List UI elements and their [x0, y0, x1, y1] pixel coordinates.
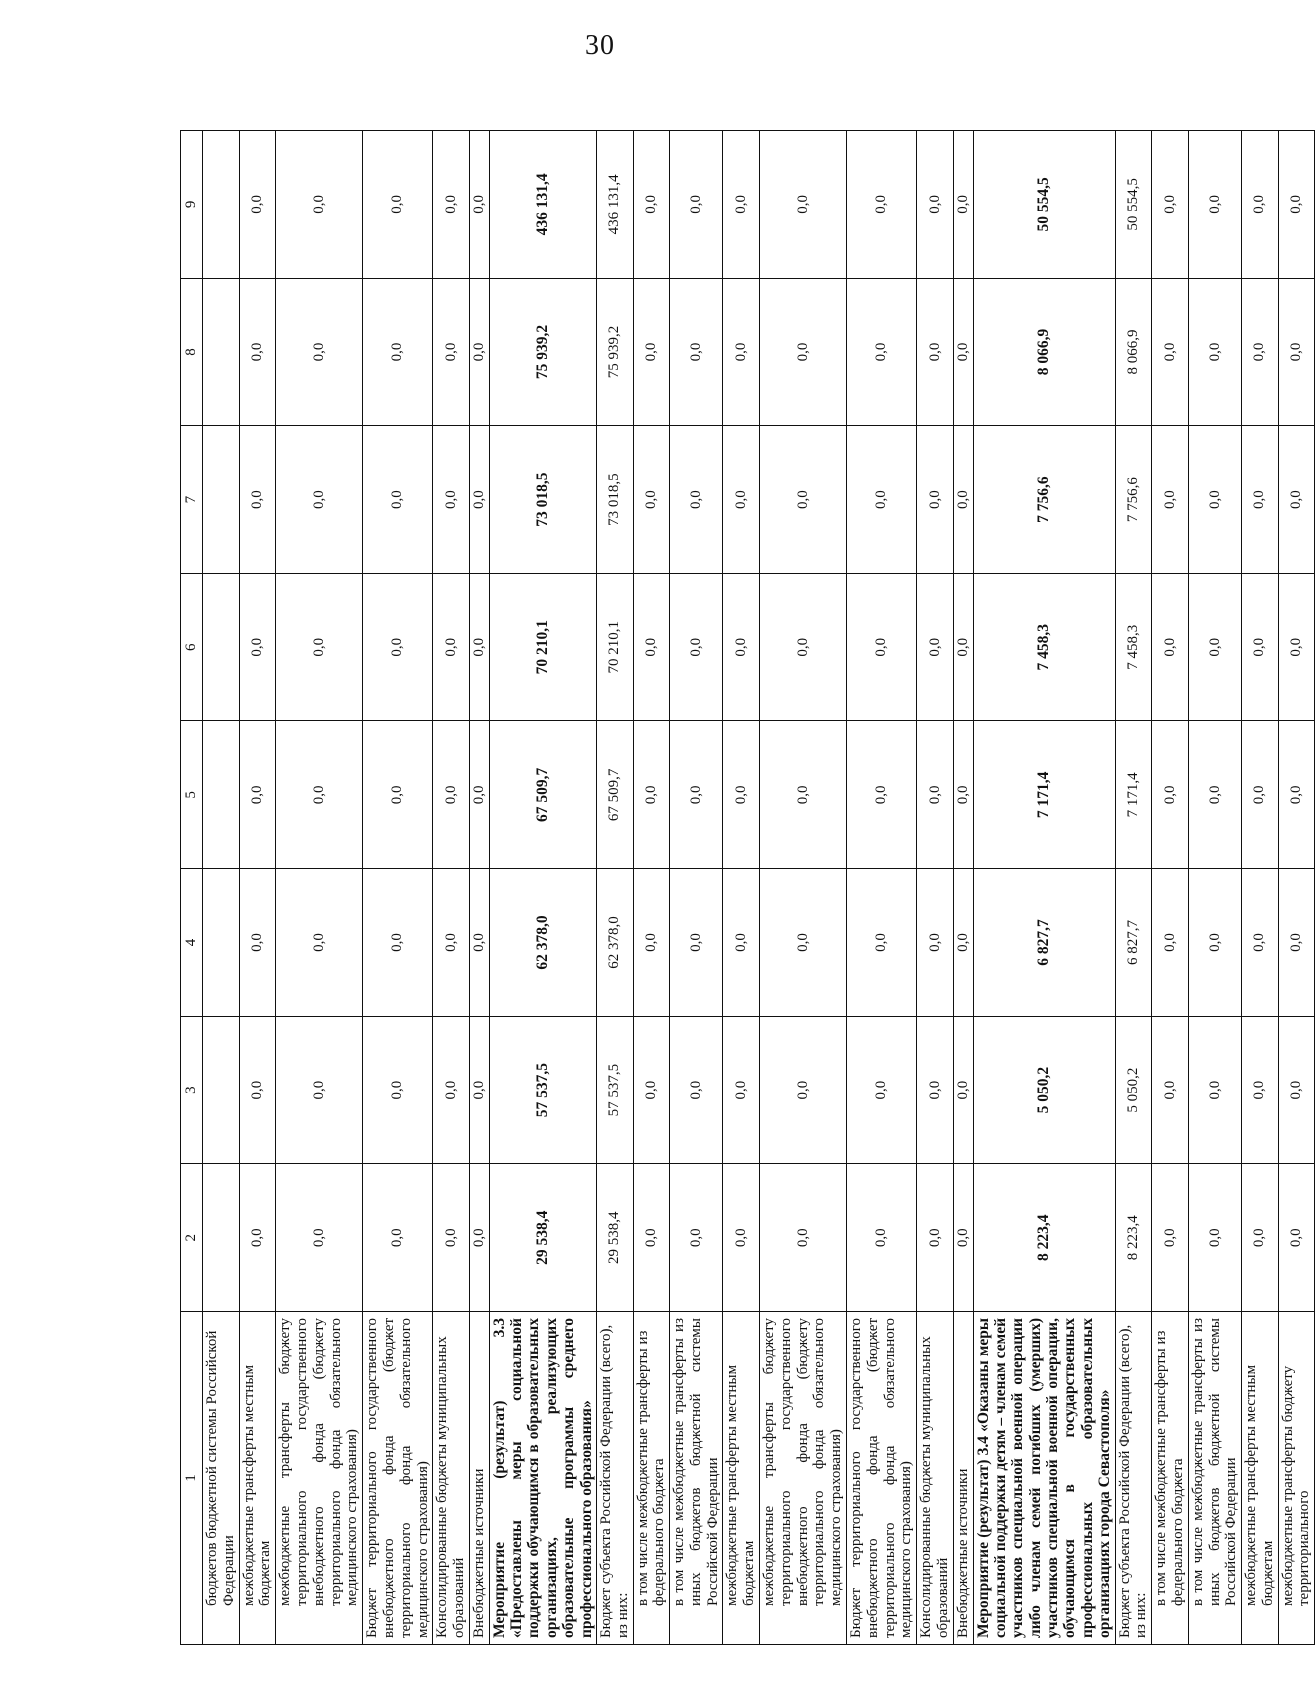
value-cell: 0,0	[363, 721, 433, 869]
value-cell: 0,0	[433, 721, 470, 869]
value-cell: 0,0	[276, 573, 363, 721]
row-name-cell: межбюджетные трансферты местным бюджетам	[1242, 1312, 1279, 1645]
value-cell: 73 018,5	[596, 426, 633, 574]
value-cell: 0,0	[433, 1164, 470, 1312]
value-cell: 7 458,3	[1115, 573, 1152, 721]
budget-table	[180, 130, 1315, 1645]
value-cell: 67 509,7	[489, 721, 596, 869]
value-cell: 5 050,2	[973, 1016, 1115, 1164]
value-cell: 0,0	[760, 573, 847, 721]
row-name-cell: в том числе межбюджетные трансферты из федерального бюджета	[1152, 1312, 1189, 1645]
value-cell: 8 223,4	[1115, 1164, 1152, 1312]
header-cell: 9	[181, 131, 203, 279]
header-cell: 8	[181, 278, 203, 426]
table-row	[847, 131, 917, 1645]
value-cell: 0,0	[847, 573, 917, 721]
row-name-cell: в том числе межбюджетные трансферты из федерального бюджета	[633, 1312, 670, 1645]
table-row	[203, 131, 240, 1645]
value-cell: 0,0	[847, 1164, 917, 1312]
value-cell: 0,0	[433, 573, 470, 721]
table-row	[276, 131, 363, 1645]
value-cell: 0,0	[953, 426, 973, 574]
value-cell: 50 554,5	[1115, 131, 1152, 279]
value-cell: 0,0	[917, 131, 954, 279]
value-cell: 0,0	[1152, 573, 1189, 721]
value-cell: 7 458,3	[973, 573, 1115, 721]
value-cell: 6 827,7	[973, 869, 1115, 1017]
row-name-cell: межбюджетные трансферты местным бюджетам	[723, 1312, 760, 1645]
header-row	[181, 131, 203, 1645]
table-row	[1152, 131, 1189, 1645]
value-cell: 0,0	[953, 278, 973, 426]
value-cell: 0,0	[239, 721, 276, 869]
value-cell: 436 131,4	[596, 131, 633, 279]
row-name-cell: Бюджет субъекта Российской Федерации (всего), из них:	[1115, 1312, 1152, 1645]
value-cell: 0,0	[1242, 278, 1279, 426]
value-cell: 0,0	[239, 426, 276, 574]
value-cell: 0,0	[670, 131, 723, 279]
value-cell: 0,0	[469, 131, 489, 279]
value-cell: 7 171,4	[1115, 721, 1152, 869]
value-cell: 0,0	[1152, 721, 1189, 869]
value-cell: 0,0	[847, 1016, 917, 1164]
value-cell: 0,0	[276, 426, 363, 574]
value-cell: 0,0	[469, 1016, 489, 1164]
value-cell: 0,0	[633, 1164, 670, 1312]
value-cell: 7 756,6	[1115, 426, 1152, 574]
value-cell: 70 210,1	[596, 573, 633, 721]
table-row	[363, 131, 433, 1645]
section-row	[973, 131, 1115, 1645]
value-cell: 0,0	[847, 426, 917, 574]
value-cell: 0,0	[469, 1164, 489, 1312]
value-cell: 0,0	[1242, 1016, 1279, 1164]
value-cell: 0,0	[670, 573, 723, 721]
value-cell: 0,0	[633, 131, 670, 279]
value-cell: 0,0	[469, 278, 489, 426]
value-cell: 7 171,4	[973, 721, 1115, 869]
value-cell: 0,0	[469, 573, 489, 721]
value-cell: 0,0	[723, 131, 760, 279]
value-cell: 67 509,7	[596, 721, 633, 869]
value-cell: 0,0	[276, 1016, 363, 1164]
page-number: 30	[585, 30, 615, 61]
value-cell: 0,0	[433, 1016, 470, 1164]
value-cell: 57 537,5	[596, 1016, 633, 1164]
row-name-cell: Внебюджетные источники	[469, 1312, 489, 1645]
value-cell: 0,0	[917, 1164, 954, 1312]
value-cell: 0,0	[917, 573, 954, 721]
value-cell: 0,0	[847, 278, 917, 426]
value-cell: 62 378,0	[596, 869, 633, 1017]
value-cell: 0,0	[917, 1016, 954, 1164]
value-cell: 0,0	[1152, 1016, 1189, 1164]
value-cell: 0,0	[363, 426, 433, 574]
value-cell: 0,0	[670, 721, 723, 869]
table-row	[1115, 131, 1152, 1645]
value-cell: 0,0	[363, 573, 433, 721]
value-cell: 0,0	[1188, 278, 1241, 426]
value-cell: 0,0	[1188, 1164, 1241, 1312]
row-name-cell: Консолидированные бюджеты муниципальных образований	[433, 1312, 470, 1645]
value-cell: 0,0	[1242, 131, 1279, 279]
value-cell: 0,0	[760, 426, 847, 574]
value-cell	[203, 278, 240, 426]
value-cell: 0,0	[1242, 1164, 1279, 1312]
value-cell: 0,0	[276, 1164, 363, 1312]
value-cell: 0,0	[1278, 426, 1315, 574]
value-cell: 8 066,9	[973, 278, 1115, 426]
value-cell: 0,0	[953, 1164, 973, 1312]
value-cell: 0,0	[239, 869, 276, 1017]
value-cell: 0,0	[633, 426, 670, 574]
header-cell: 3	[181, 1016, 203, 1164]
value-cell: 0,0	[469, 426, 489, 574]
value-cell: 6 827,7	[1115, 869, 1152, 1017]
value-cell: 0,0	[723, 426, 760, 574]
value-cell: 0,0	[633, 721, 670, 869]
value-cell: 75 939,2	[489, 278, 596, 426]
table-row	[723, 131, 760, 1645]
value-cell: 0,0	[433, 426, 470, 574]
value-cell: 0,0	[433, 278, 470, 426]
row-name-cell: Мероприятие (результат) 3.3 «Предоставлены меры социальной поддержки обучающимся в образовательных организациях, реализующих образовательные программы среднего профессионального образования»	[489, 1312, 596, 1645]
value-cell: 0,0	[1188, 131, 1241, 279]
value-cell: 0,0	[433, 869, 470, 1017]
value-cell: 57 537,5	[489, 1016, 596, 1164]
header-cell: 5	[181, 721, 203, 869]
row-name-cell: Консолидированные бюджеты муниципальных образований	[917, 1312, 954, 1645]
value-cell: 5 050,2	[1115, 1016, 1152, 1164]
row-name-cell: в том числе межбюджетные трансферты из иных бюджетов бюджетной системы Российской Федерации	[670, 1312, 723, 1645]
value-cell: 0,0	[953, 131, 973, 279]
value-cell: 0,0	[723, 573, 760, 721]
row-name-cell: межбюджетные трансферты местным бюджетам	[239, 1312, 276, 1645]
value-cell: 0,0	[1242, 869, 1279, 1017]
value-cell: 0,0	[633, 573, 670, 721]
value-cell: 0,0	[633, 1016, 670, 1164]
row-name-cell: в том числе межбюджетные трансферты из иных бюджетов бюджетной системы Российской Федерации	[1188, 1312, 1241, 1645]
section-row	[489, 131, 596, 1645]
value-cell: 0,0	[670, 278, 723, 426]
value-cell: 0,0	[917, 721, 954, 869]
value-cell: 0,0	[1278, 1164, 1315, 1312]
value-cell: 0,0	[1188, 869, 1241, 1017]
value-cell: 0,0	[953, 573, 973, 721]
value-cell: 0,0	[1152, 426, 1189, 574]
value-cell: 70 210,1	[489, 573, 596, 721]
row-name-cell: межбюджетные трансферты бюджету территориального государственного внебюджетного фонда (бюджету территориального фонда обязательного медицинского страхования)	[760, 1312, 847, 1645]
value-cell: 0,0	[433, 131, 470, 279]
value-cell: 0,0	[363, 869, 433, 1017]
value-cell: 0,0	[670, 426, 723, 574]
value-cell: 0,0	[760, 721, 847, 869]
header-cell: 4	[181, 869, 203, 1017]
header-cell: 7	[181, 426, 203, 574]
value-cell: 0,0	[847, 869, 917, 1017]
value-cell: 0,0	[1152, 131, 1189, 279]
value-cell: 0,0	[1188, 573, 1241, 721]
value-cell: 0,0	[1278, 721, 1315, 869]
row-name-cell: межбюджетные трансферты бюджету территориального государственного внебюджетного фонда (бюджету территориального фонда обязательного медицинского страхования)	[276, 1312, 363, 1645]
table-row	[917, 131, 954, 1645]
value-cell: 0,0	[917, 869, 954, 1017]
value-cell: 0,0	[917, 278, 954, 426]
value-cell: 0,0	[363, 1164, 433, 1312]
value-cell: 0,0	[1242, 721, 1279, 869]
header-cell: 2	[181, 1164, 203, 1312]
row-name-cell: межбюджетные трансферты бюджету территориального	[1278, 1312, 1315, 1645]
value-cell: 0,0	[760, 1016, 847, 1164]
value-cell: 0,0	[633, 869, 670, 1017]
value-cell: 0,0	[1188, 1016, 1241, 1164]
value-cell	[203, 426, 240, 574]
row-name-cell: Мероприятие (результат) 3.4 «Оказаны меры социальной поддержки детям – членам семей участников специальной военной операции либо членам семей погибших (умерших) участников специальной военной операции, обучающимся в государственных профессиональных образовательных организациях города Севастополя»	[973, 1312, 1115, 1645]
table-row	[239, 131, 276, 1645]
value-cell: 436 131,4	[489, 131, 596, 279]
table-row	[469, 131, 489, 1645]
value-cell: 50 554,5	[973, 131, 1115, 279]
table-row	[670, 131, 723, 1645]
table-row	[433, 131, 470, 1645]
header-cell: 1	[181, 1312, 203, 1645]
table-row	[953, 131, 973, 1645]
value-cell: 0,0	[1152, 869, 1189, 1017]
value-cell: 0,0	[276, 869, 363, 1017]
table-row	[633, 131, 670, 1645]
header-cell: 6	[181, 573, 203, 721]
value-cell: 8 066,9	[1115, 278, 1152, 426]
value-cell: 0,0	[239, 573, 276, 721]
value-cell: 0,0	[633, 278, 670, 426]
value-cell: 0,0	[953, 721, 973, 869]
table-row	[1188, 131, 1241, 1645]
value-cell: 0,0	[276, 278, 363, 426]
value-cell: 0,0	[276, 131, 363, 279]
value-cell: 0,0	[239, 278, 276, 426]
value-cell	[203, 869, 240, 1017]
value-cell: 0,0	[1188, 721, 1241, 869]
value-cell: 0,0	[363, 278, 433, 426]
value-cell	[203, 1016, 240, 1164]
value-cell: 0,0	[1278, 131, 1315, 279]
value-cell	[203, 721, 240, 869]
value-cell: 0,0	[1152, 278, 1189, 426]
value-cell: 0,0	[1278, 1016, 1315, 1164]
value-cell: 0,0	[1278, 869, 1315, 1017]
value-cell: 0,0	[1188, 426, 1241, 574]
value-cell: 0,0	[847, 721, 917, 869]
value-cell: 29 538,4	[489, 1164, 596, 1312]
value-cell: 0,0	[670, 1016, 723, 1164]
value-cell: 0,0	[723, 1164, 760, 1312]
value-cell: 0,0	[363, 1016, 433, 1164]
row-name-cell: Бюджет территориального государственного внебюджетного фонда (бюджет территориального фонда обязательного медицинского страхования)	[363, 1312, 433, 1645]
value-cell	[203, 573, 240, 721]
value-cell: 0,0	[1152, 1164, 1189, 1312]
value-cell: 0,0	[239, 1016, 276, 1164]
value-cell: 0,0	[670, 869, 723, 1017]
value-cell: 62 378,0	[489, 869, 596, 1017]
value-cell: 0,0	[723, 278, 760, 426]
value-cell: 0,0	[1278, 573, 1315, 721]
row-name-cell: Внебюджетные источники	[953, 1312, 973, 1645]
value-cell: 0,0	[239, 1164, 276, 1312]
table-row	[1278, 131, 1315, 1645]
value-cell: 0,0	[469, 869, 489, 1017]
budget-table-body	[181, 131, 1315, 1645]
value-cell: 0,0	[1242, 573, 1279, 721]
value-cell: 0,0	[469, 721, 489, 869]
value-cell	[203, 1164, 240, 1312]
table-row	[760, 131, 847, 1645]
value-cell: 0,0	[1278, 278, 1315, 426]
value-cell: 0,0	[847, 131, 917, 279]
row-name-cell: Бюджет субъекта Российской Федерации (всего), из них:	[596, 1312, 633, 1645]
value-cell: 7 756,6	[973, 426, 1115, 574]
value-cell: 8 223,4	[973, 1164, 1115, 1312]
value-cell: 0,0	[1242, 426, 1279, 574]
value-cell: 0,0	[760, 1164, 847, 1312]
rotated-table-wrapper	[180, 130, 1313, 1645]
value-cell: 0,0	[276, 721, 363, 869]
value-cell: 0,0	[670, 1164, 723, 1312]
value-cell: 0,0	[723, 1016, 760, 1164]
value-cell: 0,0	[953, 869, 973, 1017]
value-cell: 0,0	[723, 869, 760, 1017]
value-cell	[203, 131, 240, 279]
table-row	[596, 131, 633, 1645]
value-cell: 75 939,2	[596, 278, 633, 426]
value-cell: 0,0	[760, 131, 847, 279]
value-cell: 0,0	[723, 721, 760, 869]
value-cell: 29 538,4	[596, 1164, 633, 1312]
value-cell: 0,0	[917, 426, 954, 574]
value-cell: 0,0	[953, 1016, 973, 1164]
value-cell: 0,0	[760, 278, 847, 426]
row-name-cell: Бюджет территориального государственного внебюджетного фонда (бюджет территориального фонда обязательного медицинского страхования)	[847, 1312, 917, 1645]
value-cell: 73 018,5	[489, 426, 596, 574]
value-cell: 0,0	[760, 869, 847, 1017]
table-row	[1242, 131, 1279, 1645]
value-cell: 0,0	[363, 131, 433, 279]
row-name-cell: бюджетов бюджетной системы Российской Федерации	[203, 1312, 240, 1645]
value-cell: 0,0	[239, 131, 276, 279]
